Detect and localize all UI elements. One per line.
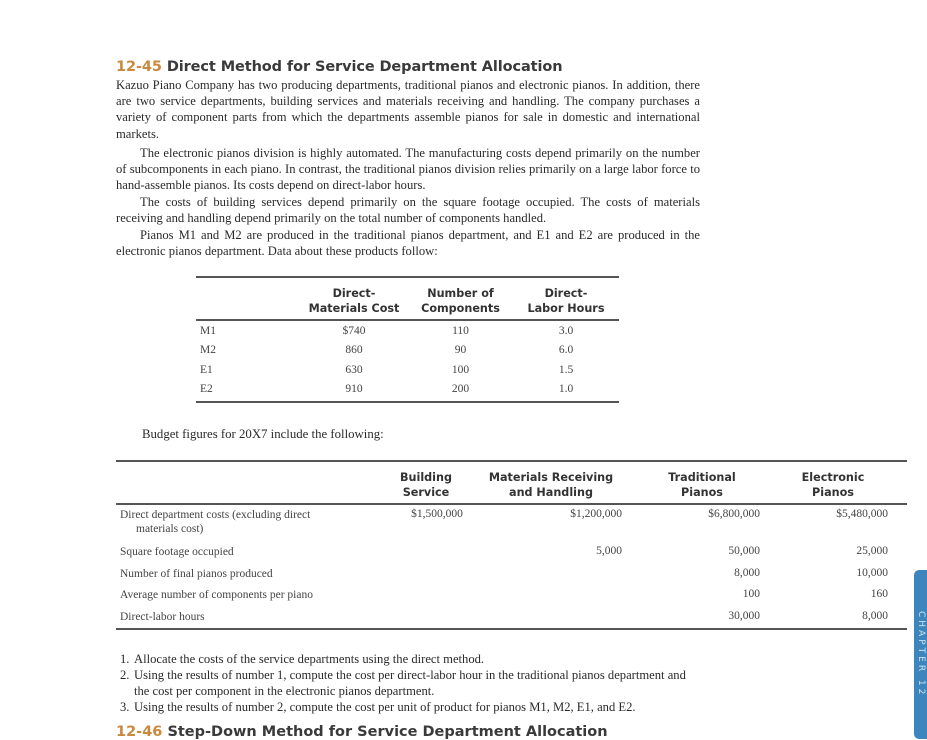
budget-table [116,460,907,630]
problem-title: Direct Method for Service Department Allocation [166,59,563,75]
table-row: M2 860 90 6.0 [200,344,574,357]
paragraph-electronic-division: The electronic pianos division is highly automated. The manufacturing costs depend primarily on the number of subcomponents in each piano. In contrast, the traditional pianos division relies primarily on a large labor force to hand-assemble pianos. Its costs depend on direct-labor hours. [116,146,700,193]
chapter-side-tab [914,570,927,739]
table-rule [196,401,619,403]
table-header-row [196,278,619,319]
paragraph-service-costs: The costs of building services depend primarily on the square footage occupied. The costs of materials receiving and handling depend primarily on the total number of components handled. [116,195,700,226]
table-row: Number of final pianos produced 8,000 10,000 [120,566,888,580]
row-label-continued: materials cost) [136,523,204,535]
table-row: M1 $740 110 3.0 [200,324,574,337]
table-row: E2 910 200 1.0 [200,383,574,396]
table-row: Average number of components per piano 100 160 [120,588,888,601]
paragraph-products: Pianos M1 and M2 are produced in the traditional pianos department, and E1 and E2 are produced in the electronic pianos department. Data about these products follow: [116,228,700,259]
table-row: Direct-labor hours 30,000 8,000 [120,609,888,623]
row-label: Direct department costs (excluding direct [120,509,311,521]
next-problem-number: 12-46 [116,724,163,740]
product-data-table [196,276,619,403]
table-row: E1 630 100 1.5 [200,363,574,376]
next-problem-heading [116,724,608,740]
header-labor-hours: Direct- Labor Hours [527,287,605,315]
header-traditional-pianos: Traditional Pianos [668,471,736,499]
paragraph-intro: Kazuo Piano Company has two producing departments, traditional pianos and electronic pianos. In addition, there are two service departments, building services and materials receiving and handling. The company purchases a variety of component parts from which the departments assemble pianos for sale in domestic and international markets. [116,78,700,141]
problem-heading [116,59,562,75]
next-problem-title: Step-Down Method for Service Department Allocation [167,724,608,740]
table-rule [116,628,907,630]
question-item: 3. Using the results of number 2, compute the cost per unit of product for pianos M1, M2, E1, and E2. [120,700,636,714]
table-row: Direct department costs (excluding direct materials cost) $1,500,000 $1,200,000 $6,800,000 $5,480,000 [120,508,888,535]
question-item: 2. Using the results of number 1, compute the cost per direct-labor hour in the traditional pianos department and the cost per component in the electronic pianos department. [120,668,686,698]
budget-intro: Budget figures for 20X7 include the following: [142,427,384,441]
header-materials-receiving: Materials Receiving and Handling [488,471,614,499]
problem-number: 12-45 [116,59,162,75]
chapter-tab-label: CHAPTER 12 [916,611,926,698]
header-materials-cost: Direct- Materials Cost [308,287,400,315]
question-item: 1. Allocate the costs of the service departments using the direct method. [120,652,485,666]
table-row: Square footage occupied 5,000 50,000 25,000 [120,545,888,558]
header-components: Number of Components [421,287,500,315]
question-list [120,651,700,715]
table-header-row [116,462,907,503]
header-electronic-pianos: Electronic Pianos [801,471,865,499]
header-building-service: Building Service [400,471,452,499]
